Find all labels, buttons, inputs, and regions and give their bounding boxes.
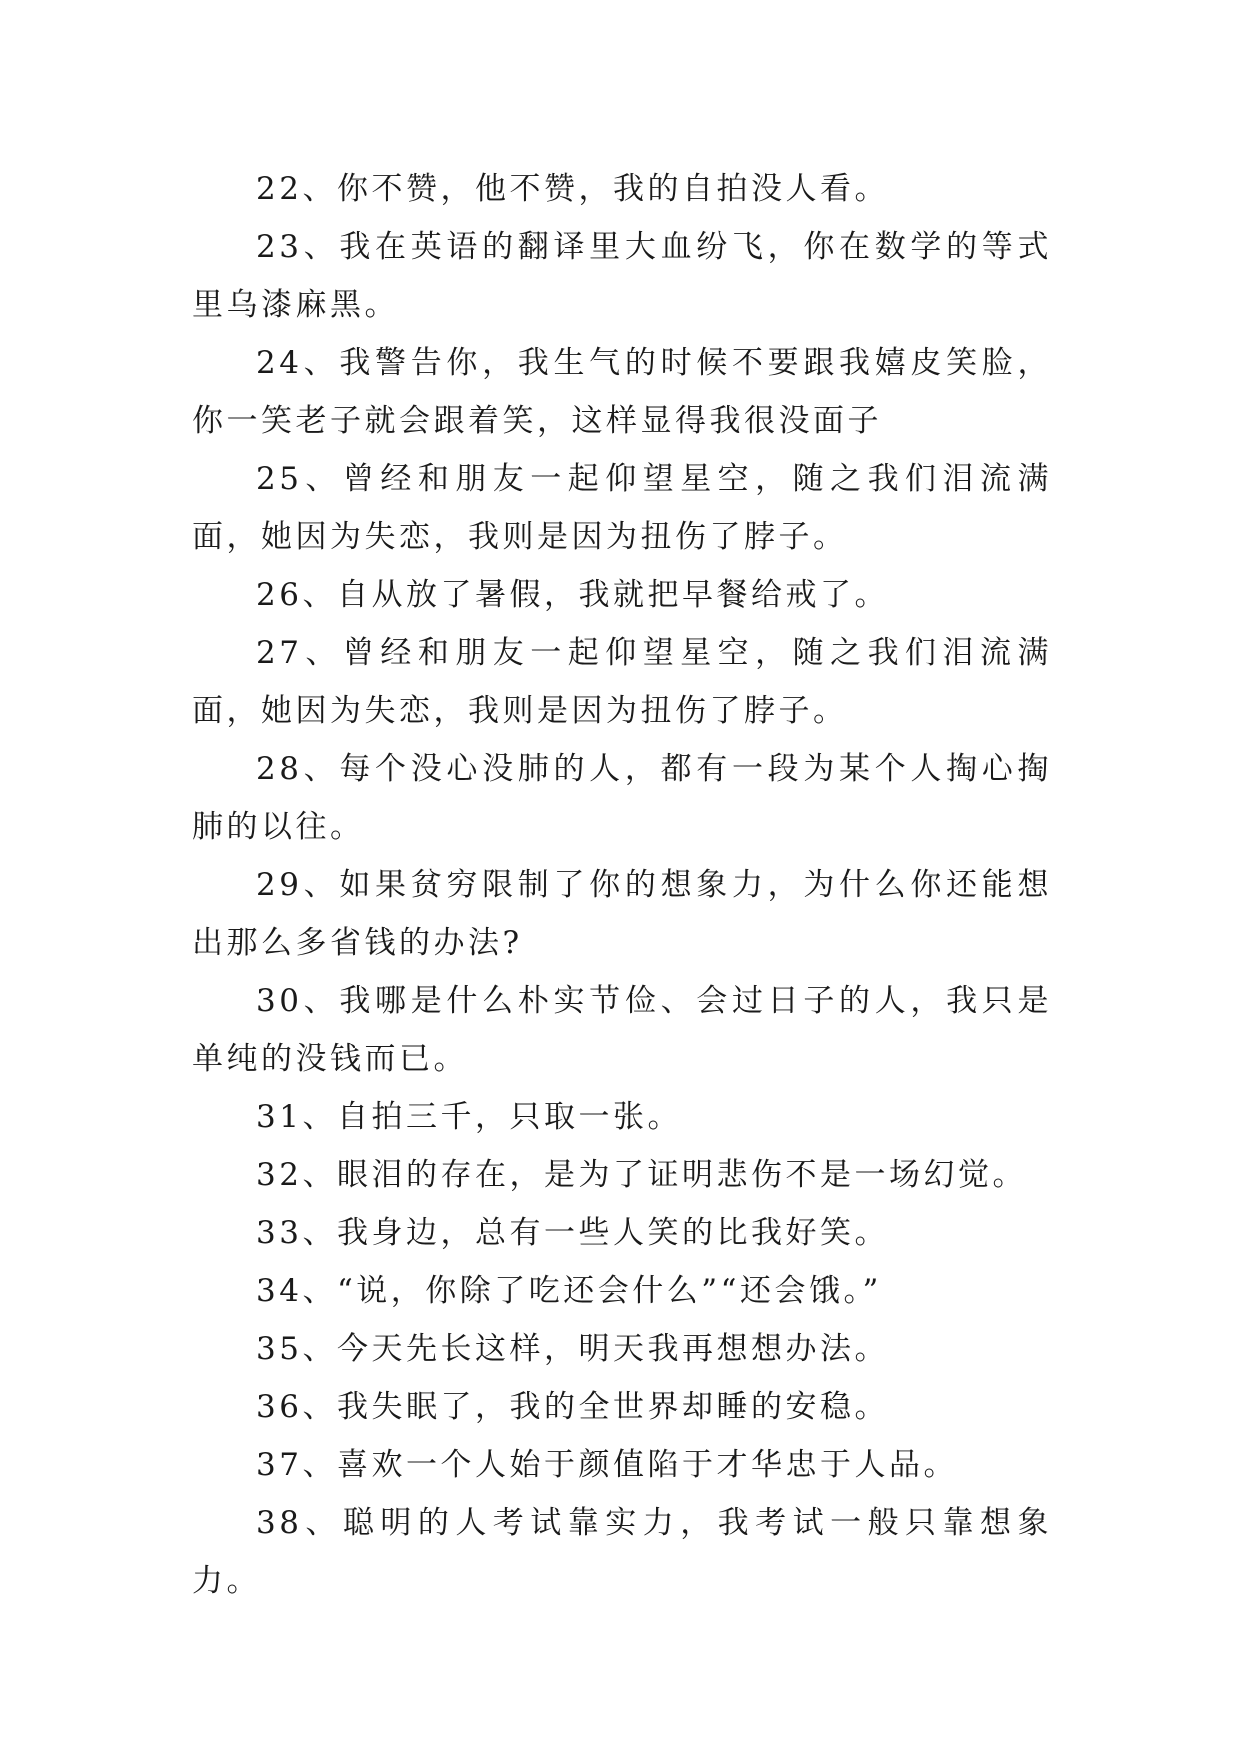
paragraph-37: 37、喜欢一个人始于颜值陷于才华忠于人品。 (256, 1447, 958, 1483)
paragraph-28: 28、每个没心没肺的人，都有一段为某个人掏心掏肺的以往。 (192, 751, 1052, 845)
paragraph-27: 27、曾经和朋友一起仰望星空，随之我们泪流满面，她因为失恋，我则是因为扭伤了脖子。 (192, 635, 1052, 729)
paragraph-23: 23、我在英语的翻译里大血纷飞，你在数学的等式里乌漆麻黑。 (192, 229, 1052, 323)
paragraph-26: 26、自从放了暑假，我就把早餐给戒了。 (256, 577, 889, 613)
document-body (192, 160, 1052, 1610)
paragraph-32: 32、眼泪的存在，是为了证明悲伤不是一场幻觉。 (256, 1157, 1027, 1193)
paragraph-31: 31、自拍三千，只取一张。 (256, 1099, 682, 1135)
paragraph-24: 24、我警告你，我生气的时候不要跟我嬉皮笑脸，你一笑老子就会跟着笑，这样显得我很没面子 (192, 345, 1052, 439)
paragraph-35: 35、今天先长这样，明天我再想想办法。 (256, 1331, 889, 1367)
paragraph-25: 25、曾经和朋友一起仰望星空，随之我们泪流满面，她因为失恋，我则是因为扭伤了脖子。 (192, 461, 1052, 555)
paragraph-36: 36、我失眠了，我的全世界却睡的安稳。 (256, 1389, 889, 1425)
paragraph-38: 38、聪明的人考试靠实力，我考试一般只靠想象力。 (192, 1505, 1052, 1599)
paragraph-30: 30、我哪是什么朴实节俭、会过日子的人，我只是单纯的没钱而已。 (192, 983, 1052, 1077)
paragraph-29: 29、如果贫穷限制了你的想象力，为什么你还能想出那么多省钱的办法? (192, 867, 1052, 961)
paragraph-22: 22、你不赞，他不赞，我的自拍没人看。 (256, 171, 889, 207)
paragraph-34: 34、“说，你除了吃还会什么”“还会饿。” (256, 1273, 882, 1309)
paragraph-33: 33、我身边，总有一些人笑的比我好笑。 (256, 1215, 889, 1251)
